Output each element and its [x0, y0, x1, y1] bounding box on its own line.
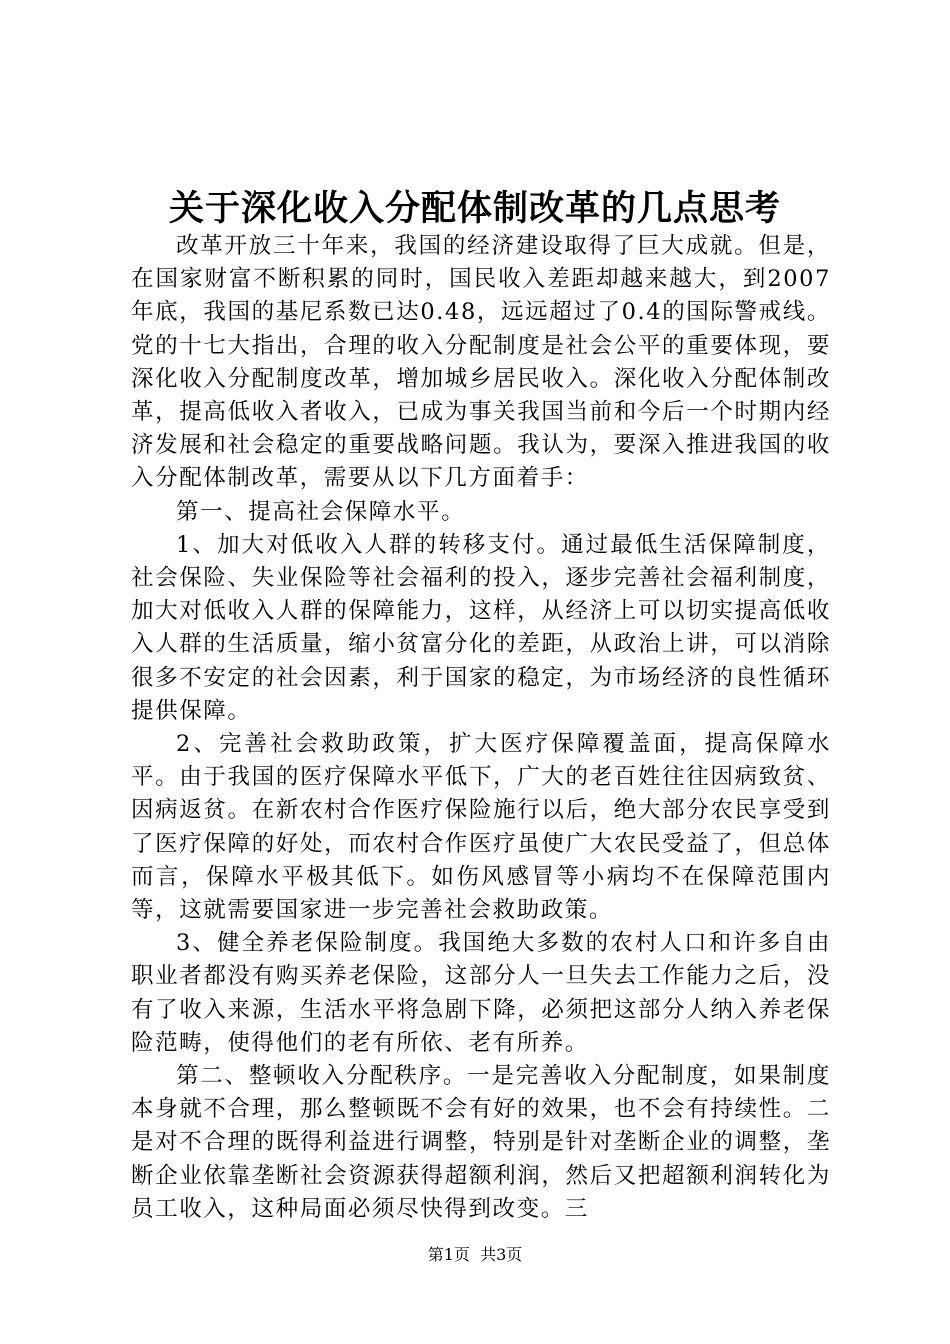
- paragraph-intro: 改革开放三十年来，我国的经济建设取得了巨大成就。但是，在国家财富不断积累的同时，国民收入差距却越来越大，到2007年底，我国的基尼系数已达0.48，远远超过了0.4的国际警戒线。党的十七大指出，合理的收入分配制度是社会公平的重要体现，要深化收入分配制度改革，增加城乡居民收入。深化收入分配体制改革，提高低收入者收入，已成为事关我国当前和今后一个时期内经济发展和社会稳定的重要战略问题。我认为，要深入推进我国的收入分配体制改革，需要从以下几方面着手：: [131, 233, 831, 492]
- document-title: 关于深化收入分配体制改革的几点思考: [168, 188, 781, 229]
- paragraph-section-one-heading: 第一、提高社会保障水平。: [176, 498, 466, 525]
- page-number: 第1页: [427, 1245, 470, 1264]
- paragraph-social-assistance: 2、完善社会救助政策，扩大医疗保障覆盖面，提高保障水平。由于我国的医疗保障水平低下，广大的老百姓往往因病致贫、因病返贫。在新农村合作医疗保险施行以后，绝大部分农民享受到了医疗保障的好处，而农村合作医疗虽使广大农民受益了，但总体而言，保障水平极其低下。如伤风感冒等小病均不在保障范围内等，这就需要国家进一步完善社会救助政策。: [131, 731, 831, 924]
- paragraph-transfer-payment: 1、加大对低收入人群的转移支付。通过最低生活保障制度，社会保险、失业保险等社会福利的投入，逐步完善社会福利制度，加大对低收入人群的保障能力，这样，从经济上可以切实提高低收入人群的生活质量，缩小贫富分化的差距，从政治上讲，可以消除很多不安定的社会因素，利于国家的稳定，为市场经济的良性循环提供保障。: [131, 531, 831, 724]
- document-body: [131, 230, 831, 1226]
- page-total: 共3页: [480, 1245, 523, 1264]
- paragraph-pension-insurance: 3、健全养老保险制度。我国绝大多数的农村人口和许多自由职业者都没有购买养老保险，这部分人一旦失去工作能力之后，没有了收入来源，生活水平将急剧下降，必须把这部分人纳入养老保险范畴，使得他们的老有所依、老有所养。: [131, 930, 831, 1056]
- paragraph-section-two: 第二、整顿收入分配秩序。一是完善收入分配制度，如果制度本身就不合理，那么整顿既不会有好的效果，也不会有持续性。二是对不合理的既得利益进行调整，特别是针对垄断企业的调整，垄断企业依靠垄断社会资源获得超额利润，然后又把超额利润转化为员工收入，这种局面必须尽快得到改变。三: [131, 1063, 831, 1222]
- page-footer: [0, 1243, 950, 1267]
